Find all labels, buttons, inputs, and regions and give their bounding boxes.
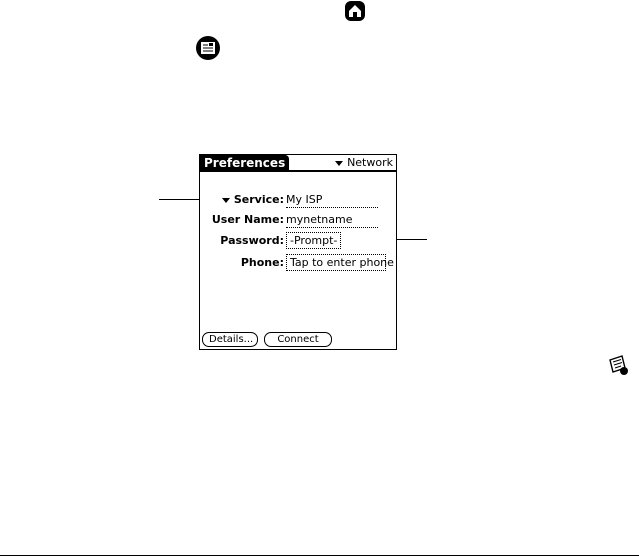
panel-picker-label: Network [347,156,393,169]
title-bar [200,155,396,172]
service-picker[interactable] [222,192,284,208]
connect-button[interactable]: Connect [264,332,332,347]
username-row [200,212,396,228]
phone-row [200,255,396,271]
preferences-screen [199,154,397,350]
callout-line-left [159,199,200,200]
phone-field[interactable]: Tap to enter phone [286,254,386,271]
phone-label: Phone: [240,256,284,269]
password-field[interactable]: -Prompt- [286,232,341,249]
panel-picker[interactable] [335,155,393,171]
service-field[interactable]: My ISP [286,192,378,208]
page-divider [0,555,639,556]
triangle-down-icon [222,198,230,203]
home-icon [344,0,366,22]
service-row [200,192,396,208]
app-title: Preferences [200,155,289,171]
preferences-icon [195,35,221,61]
password-row [200,233,396,249]
username-label: User Name: [211,213,284,226]
username-field[interactable]: mynetname [286,212,378,228]
service-label: Service: [233,193,284,206]
triangle-down-icon [335,161,343,166]
note-icon [607,354,629,378]
callout-line-right [397,239,427,240]
password-label: Password: [220,234,284,247]
details-button[interactable]: Details... [202,332,258,347]
